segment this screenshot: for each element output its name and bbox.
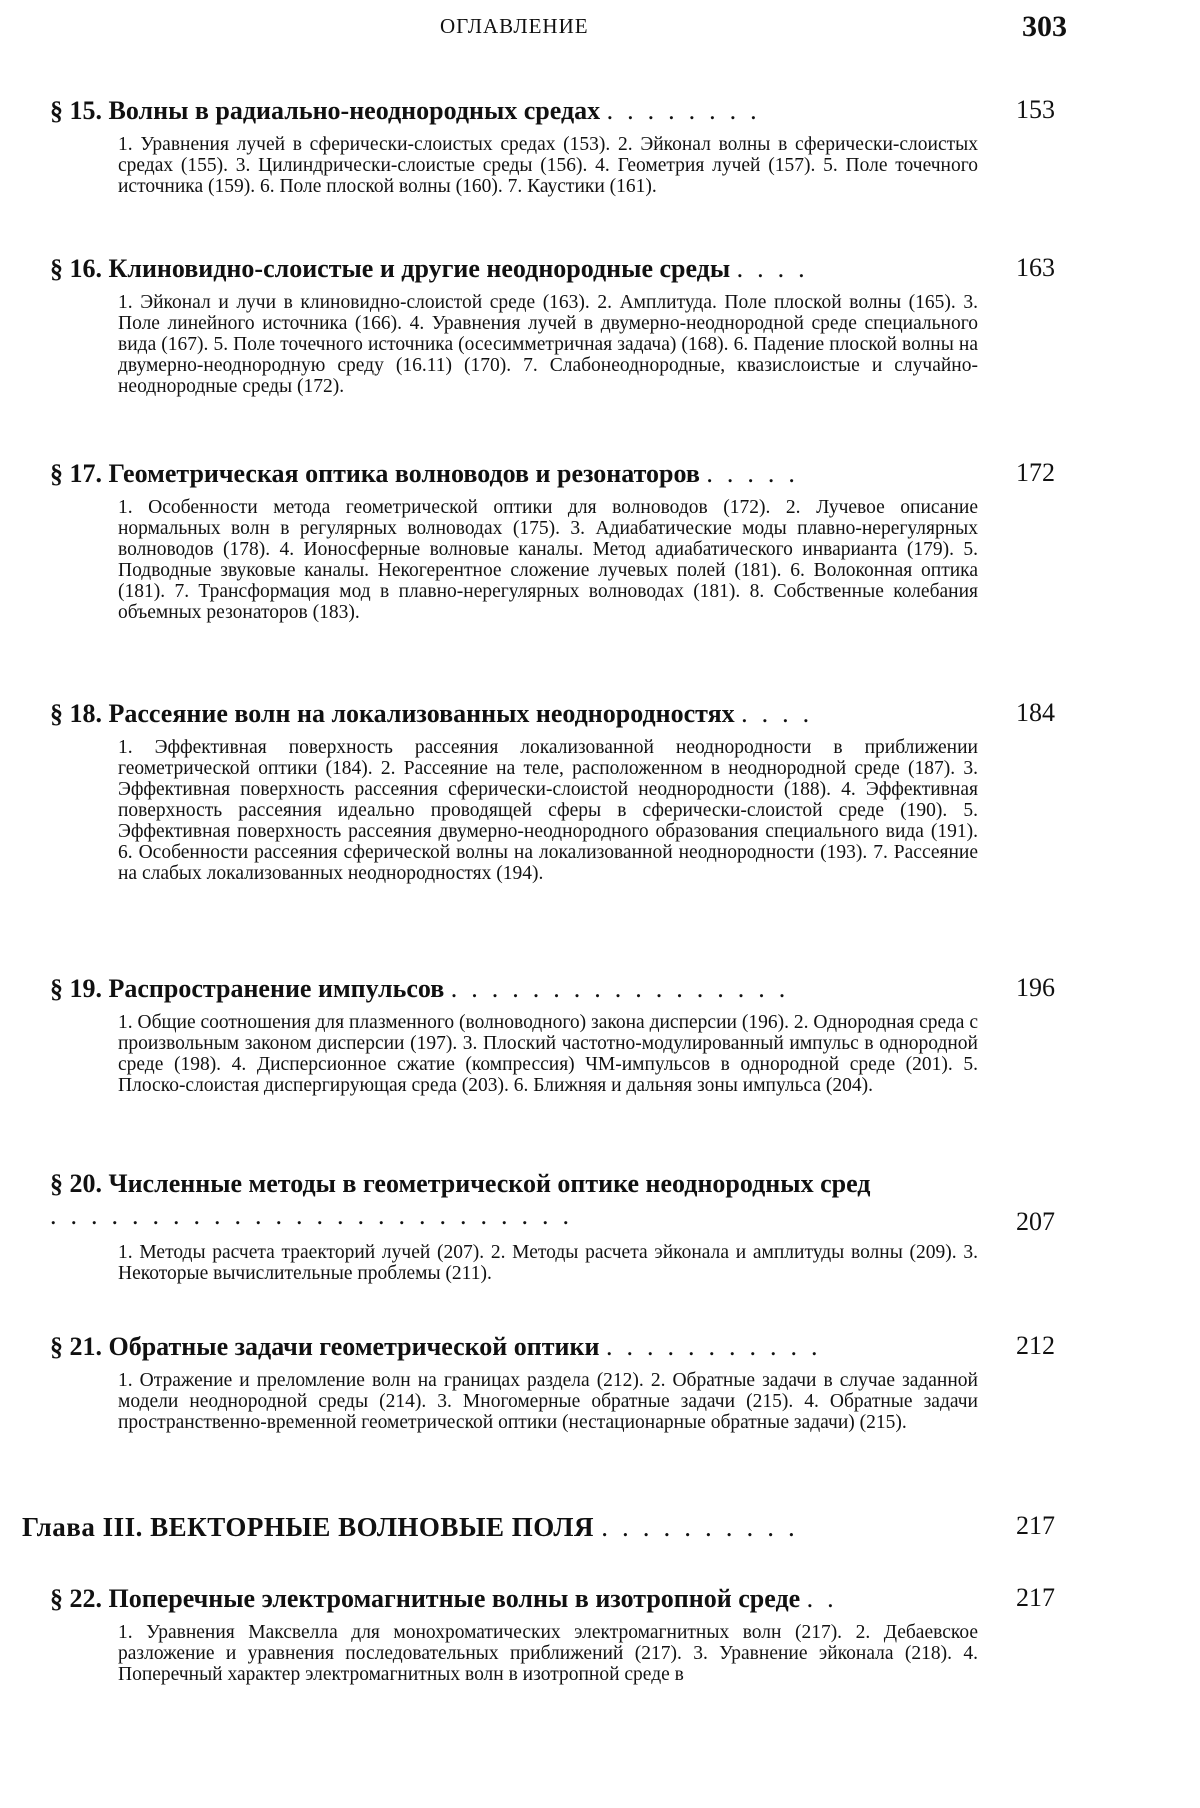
toc-entry-description: 1. Эйконал и лучи в клиновидно-слоистой среде (163). 2. Амплитуда. Поле плоской волны (165). 3. Поле линейного источника (166). 4. Уравнения лучей в двумерно-неоднородной среде специального вида (167). 5. Поле точечного источника (осесимметричная задача) (168). 6. Падение плоской волны на двумерно-неоднородную среду (16.11) (170). 7. Слабонеоднородные, квазислоистые и случайно-неоднородные среды (172). — [118, 292, 978, 397]
toc-entry-section-17[interactable] — [0, 455, 1200, 623]
toc-entry-description: 1. Уравнения лучей в сферически-слоистых средах (153). 2. Эйконал волны в сферически-слоистых средах (155). 3. Цилиндрически-слоистые среды (156). 4. Геометрия лучей (157). 5. Поле точечного источника (159). 6. Поле плоской волны (160). 7. Каустики (161). — [118, 134, 978, 197]
running-title: ОГЛАВЛЕНИЕ — [440, 14, 589, 38]
toc-entry-section-19[interactable] — [0, 970, 1200, 1096]
toc-entry-page: 217 — [1016, 1583, 1055, 1612]
toc-entry-description: 1. Уравнения Максвелла для монохроматических электромагнитных волн (217). 2. Дебаевское разложение и уравнения последовательных приближений (217). 3. Уравнение эйконала (218). 4. Поперечный характер электромагнитных волн в изотропной среде в — [118, 1622, 978, 1685]
toc-entry-page: 184 — [1016, 698, 1055, 727]
toc-entry-title: § 22. Поперечные электромагнитные волны в изотропной среде .. — [50, 1584, 848, 1613]
toc-entry-section-22[interactable] — [0, 1580, 1200, 1685]
toc-entry-description: 1. Общие соотношения для плазменного (волноводного) закона дисперсии (196). 2. Однородная среда с произвольным законом дисперсии (197). 3. Плоский частотно-модулированный импульс в однородной среде (198). 4. Дисперсионное сжатие (компрессия) ЧМ-импульсов в однородной среде (201). 5. Плоско-слоистая диспергирующая среда (203). 6. Ближняя и дальняя зоны импульса (204). — [118, 1012, 978, 1096]
toc-entry-title: § 20. Численные методы в геометрической оптике неоднородных сред .......................... — [50, 1169, 871, 1230]
toc-entry-title: Глава III. ВЕКТОРНЫЕ ВОЛНОВЫЕ ПОЛЯ .......... — [22, 1512, 809, 1542]
toc-entry-title: § 15. Волны в радиально-неоднородных средах ........ — [50, 96, 771, 125]
toc-entry-section-20[interactable] — [0, 1168, 1200, 1284]
running-head — [0, 10, 1200, 54]
toc-entry-page: 163 — [1016, 253, 1055, 282]
toc-entry-section-15[interactable] — [0, 92, 1200, 197]
toc-entry-page: 196 — [1016, 973, 1055, 1002]
toc-entry-description: 1. Методы расчета траекторий лучей (207). 2. Методы расчета эйконала и амплитуды волны (209). 3. Некоторые вычислительные проблемы (211). — [118, 1242, 978, 1284]
toc-entry-page: 217 — [1016, 1511, 1055, 1540]
toc-entry-description: 1. Эффективная поверхность рассеяния локализованной неоднородности в приближении геометрической оптики (184). 2. Рассеяние на теле, расположенном в неоднородной среде (187). 3. Эффективная поверхность рассеяния сферически-слоистой неоднородности (188). 4. Эффективная поверхность рассеяния идеально проводящей сферы в сферически-слоистой среде (190). 5. Эффективная поверхность рассеяния двумерно-неоднородного образования специального вида (191). 6. Особенности рассеяния сферической волны на локализованной неоднородности (193). 7. Рассеяние на слабых локализованных неоднородностях (194). — [118, 737, 978, 884]
toc-entry-title: § 17. Геометрическая оптика волноводов и резонаторов ..... — [50, 459, 809, 488]
toc-entry-section-18[interactable] — [0, 695, 1200, 884]
toc-entry-section-16[interactable] — [0, 250, 1200, 397]
toc-entry-chapter-3[interactable] — [0, 1508, 1200, 1548]
toc-entry-page: 207 — [1016, 1207, 1055, 1236]
toc-entry-section-21[interactable] — [0, 1328, 1200, 1433]
toc-entry-title: § 16. Клиновидно-слоистые и другие неоднородные среды .... — [50, 254, 819, 283]
toc-entry-page: 153 — [1016, 95, 1055, 124]
toc-entry-page: 212 — [1016, 1331, 1055, 1360]
toc-entry-title: § 19. Распространение импульсов ................. — [50, 974, 800, 1003]
toc-entry-title: § 18. Рассеяние волн на локализованных неоднородностях .... — [50, 699, 824, 728]
toc-entry-title: § 21. Обратные задачи геометрической оптики ........... — [50, 1332, 832, 1361]
toc-entry-description: 1. Особенности метода геометрической оптики для волноводов (172). 2. Лучевое описание нормальных волн в регулярных волноводах (175). 3. Адиабатические моды плавно-нерегулярных волноводов (178). 4. Ионосферные волновые каналы. Метод адиабатического инварианта (179). 5. Подводные звуковые каналы. Некогерентное сложение лучевых полей (181). 6. Волоконная оптика (181). 7. Трансформация мод в плавно-нерегулярных волноводах (181). 8. Собственные колебания объемных резонаторов (183). — [118, 497, 978, 623]
toc-entry-description: 1. Отражение и преломление волн на границах раздела (212). 2. Обратные задачи в случае заданной модели неоднородной среды (214). 3. Многомерные обратные задачи (215). 4. Обратные задачи пространственно-временной геометрической оптики (нестационарные обратные задачи) (215). — [118, 1370, 978, 1433]
page-number: 303 — [1022, 10, 1067, 43]
toc-entry-page: 172 — [1016, 458, 1055, 487]
